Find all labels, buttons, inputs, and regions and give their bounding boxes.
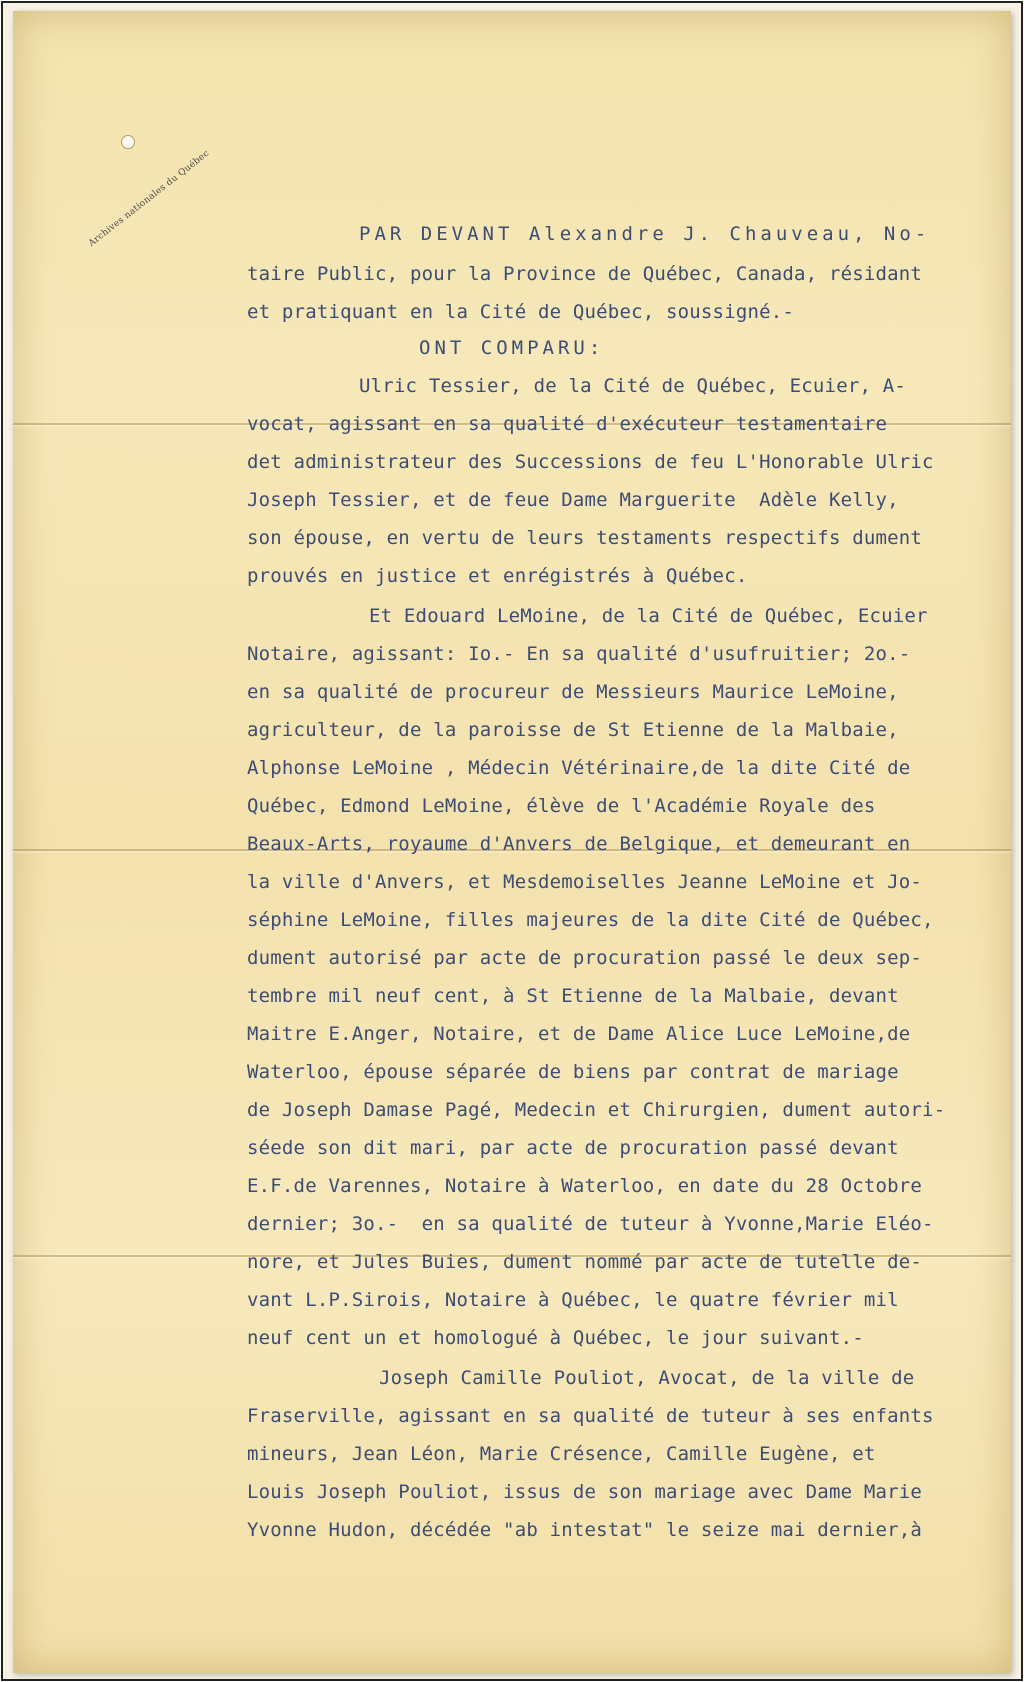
typed-text: [13, 11, 1011, 1673]
text-line: prouvés en justice et enrégistrés à Québec.: [247, 565, 748, 587]
text-line: séede son dit mari, par acte de procuration passé devant: [247, 1137, 899, 1159]
text-line: taire Public, pour la Province de Québec, Canada, résidant: [247, 263, 923, 285]
document-page: [13, 11, 1011, 1673]
text-line: Fraserville, agissant en sa qualité de tuteur à ses enfants: [247, 1405, 934, 1427]
text-line: mineurs, Jean Léon, Marie Crésence, Camille Eugène, et: [247, 1443, 876, 1465]
text-line: Alphonse LeMoine , Médecin Vétérinaire,de la dite Cité de: [247, 757, 911, 779]
text-line: la ville d'Anvers, et Mesdemoiselles Jeanne LeMoine et Jo-: [247, 871, 923, 893]
text-line: neuf cent un et homologué à Québec, le jour suivant.-: [247, 1327, 864, 1349]
text-line: PAR DEVANT Alexandre J. Chauveau, No-: [359, 223, 931, 245]
text-line: Maitre E.Anger, Notaire, et de Dame Alice Luce LeMoine,de: [247, 1023, 911, 1045]
text-line: séphine LeMoine, filles majeures de la dite Cité de Québec,: [247, 909, 934, 931]
section-heading: ONT COMPARU:: [419, 337, 605, 359]
text-line: son épouse, en vertu de leurs testaments respectifs dument: [247, 527, 923, 549]
text-line: Louis Joseph Pouliot, issus de son mariage avec Dame Marie: [247, 1481, 923, 1503]
text-line: Joseph Camille Pouliot, Avocat, de la ville de: [379, 1367, 915, 1389]
text-line: de Joseph Damase Pagé, Medecin et Chirurgien, dument autori-: [247, 1099, 946, 1121]
text-line: nore, et Jules Buies, dument nommé par acte de tutelle de-: [247, 1251, 923, 1273]
text-line: vant L.P.Sirois, Notaire à Québec, le quatre février mil: [247, 1289, 899, 1311]
text-line: det administrateur des Successions de feu L'Honorable Ulric: [247, 451, 934, 473]
text-line: dument autorisé par acte de procuration passé le deux sep-: [247, 947, 923, 969]
text-line: dernier; 3o.- en sa qualité de tuteur à Yvonne,Marie Eléo-: [247, 1213, 934, 1235]
text-line: E.F.de Varennes, Notaire à Waterloo, en date du 28 Octobre: [247, 1175, 923, 1197]
text-line: Ulric Tessier, de la Cité de Québec, Ecuier, A-: [359, 375, 907, 397]
text-line: Joseph Tessier, et de feue Dame Marguerite Adèle Kelly,: [247, 489, 899, 511]
archive-stamp: Archives nationales du Québec: [87, 148, 212, 249]
text-line: tembre mil neuf cent, à St Etienne de la Malbaie, devant: [247, 985, 899, 1007]
text-line: vocat, agissant en sa qualité d'exécuteur testamentaire: [247, 413, 888, 435]
text-line: Yvonne Hudon, décédée "ab intestat" le seize mai dernier,à: [247, 1519, 923, 1541]
text-line: agriculteur, de la paroisse de St Etienne de la Malbaie,: [247, 719, 899, 741]
text-line: Québec, Edmond LeMoine, élève de l'Académie Royale des: [247, 795, 876, 817]
text-line: Beaux-Arts, royaume d'Anvers de Belgique, et demeurant en: [247, 833, 911, 855]
text-line: Notaire, agissant: Io.- En sa qualité d'usufruitier; 2o.-: [247, 643, 911, 665]
text-line: en sa qualité de procureur de Messieurs Maurice LeMoine,: [247, 681, 899, 703]
text-line: Waterloo, épouse séparée de biens par contrat de mariage: [247, 1061, 899, 1083]
text-line: Et Edouard LeMoine, de la Cité de Québec, Ecuier: [369, 605, 928, 627]
text-line: et pratiquant en la Cité de Québec, soussigné.-: [247, 301, 795, 323]
image-frame: [1, 1, 1023, 1681]
